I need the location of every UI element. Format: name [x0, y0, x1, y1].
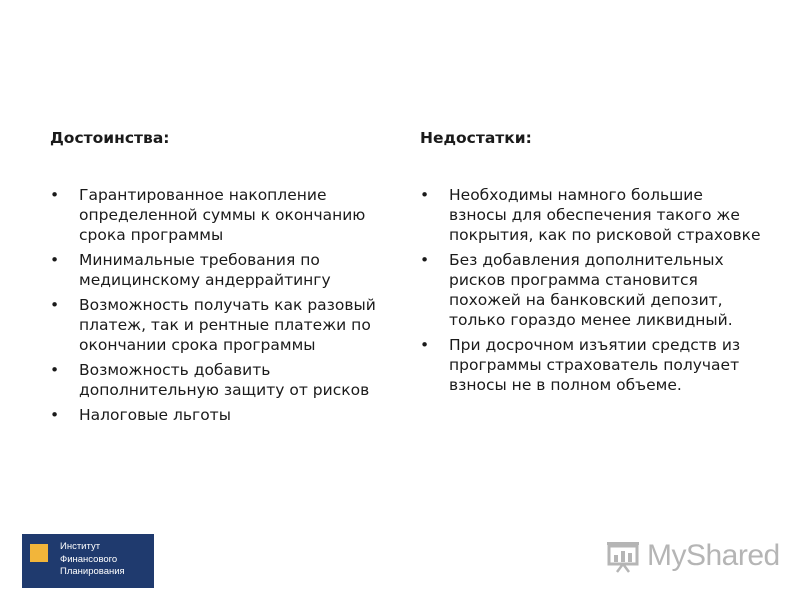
- institute-logo: [22, 534, 154, 588]
- bullet-icon: •: [420, 336, 430, 354]
- list-item: [50, 360, 385, 400]
- list-item-text: Необходимы намного большие взносы для обеспечения такого же покрытия, как по рисковой страховке: [449, 186, 761, 244]
- bullet-icon: •: [420, 186, 430, 204]
- disadvantages-list: [420, 185, 765, 395]
- disadvantages-column: [420, 128, 765, 400]
- list-item: [50, 405, 385, 425]
- advantages-heading: Достоинства:: [50, 129, 170, 147]
- list-item: [50, 185, 385, 245]
- bullet-icon: •: [50, 361, 60, 379]
- list-item-text: Минимальные требования по медицинскому андеррайтингу: [79, 251, 331, 289]
- list-item-text: При досрочном изъятии средств из программы страхователь получает взносы не в полном объеме.: [449, 336, 741, 394]
- logo-text: [60, 541, 125, 579]
- bullet-icon: •: [50, 296, 60, 314]
- list-item-text: Гарантированное накопление определенной суммы к окончанию срока программы: [79, 186, 366, 244]
- logo-line: Планирования: [60, 566, 125, 577]
- list-item: [420, 185, 765, 245]
- list-item-text: Без добавления дополнительных рисков программа становится похожей на банковский депозит, только гораздо менее ликвидный.: [449, 251, 733, 329]
- list-item: [420, 335, 765, 395]
- bullet-icon: •: [50, 406, 60, 424]
- list-item-text: Возможность получать как разовый платеж, так и рентные платежи по окончании срока программы: [79, 296, 376, 354]
- list-item-text: Налоговые льготы: [79, 406, 231, 424]
- bullet-icon: •: [50, 186, 60, 204]
- presentation-board-icon: [605, 538, 641, 574]
- list-item: [50, 295, 385, 355]
- watermark-text: MyShared: [647, 539, 780, 572]
- list-item: [420, 250, 765, 330]
- disadvantages-heading: Недостатки:: [420, 129, 532, 147]
- bullet-icon: •: [50, 251, 60, 269]
- logo-square-icon: [30, 544, 48, 562]
- logo-line: Институт: [60, 541, 101, 552]
- list-item-text: Возможность добавить дополнительную защиту от рисков: [79, 361, 370, 399]
- logo-line: Финансового: [60, 553, 118, 565]
- bullet-icon: •: [420, 251, 430, 269]
- advantages-list: [50, 185, 385, 425]
- myshared-watermark: [605, 536, 780, 576]
- list-item: [50, 250, 385, 290]
- advantages-column: [50, 128, 385, 430]
